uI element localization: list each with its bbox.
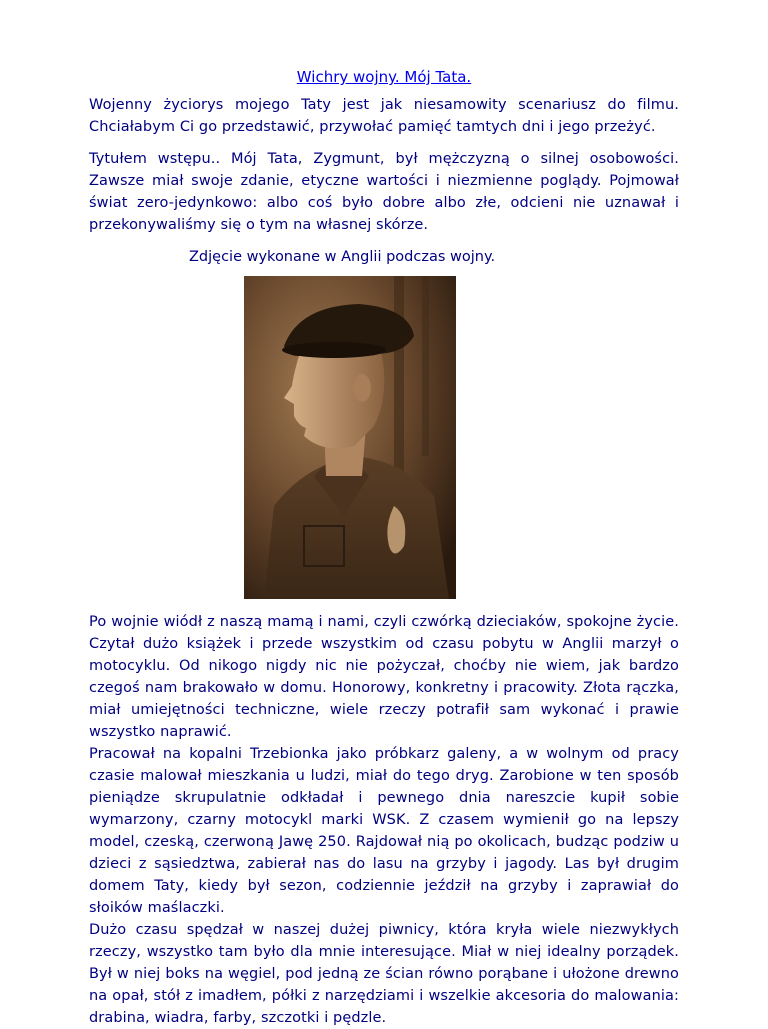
paragraph-1: Tytułem wstępu.. Mój Tata, Zygmunt, był mężczyzną o silnej osobowości. Zawsze miał swoje zdanie, etyczne wartości i niezmienne poglądy. Pojmował świat zero-jedynkowo: albo coś było dobre albo złe, odcieni nie uznawał i przekonywaliśmy się o tym na własnej skórze.: [89, 151, 679, 233]
paragraph-4: Dużo czasu spędzał w naszej dużej piwnicy, która kryła wiele niezwykłych rzeczy, wszystko tam było dla mnie interesujące. Miał w niej idealny porządek. Był w niej boks na węgiel, pod jedną ze ścian równo porąbane i ułożone drewno na opał, stół z imadłem, półki z narzędziami i wszelkie akcesoria do malowania: drabina, wiadra, farby, szczotki i pędzle.: [89, 922, 679, 1026]
soldier-photo: [244, 276, 456, 599]
photo-caption: Zdjęcie wykonane w Anglii podczas wojny.: [189, 249, 496, 265]
paragraph-2: Po wojnie wiódł z naszą mamą i nami, czyli czwórką dzieciaków, spokojne życie. Czytał dużo książek i przede wszystkim od czasu pobytu w Anglii marzył o motocyklu. Od nikogo nigdy nic nie pożyczał, choćby nie wiem, jak bardzo czegoś nam brakowało w domu. Honorowy, konkretny i pracowity. Złota rączka, miał umiejętności techniczne, wiele rzeczy potrafił sam wykonać i prawie wszystko naprawić.: [89, 614, 679, 740]
title-link[interactable]: Wichry wojny. Mój Tata.: [296, 68, 472, 86]
soldier-portrait-image: [244, 276, 456, 599]
document-title: [89, 66, 679, 88]
paragraph-3: Pracował na kopalni Trzebionka jako próbkarz galeny, a w wolnym od pracy czasie malował mieszkania u ludzi, miał do tego dryg. Zarobione w ten sposób pieniądze skrupulatnie odkładał i pewnego dnia nareszcie kupił sobie wymarzony, czarny motocykl marki WSK. Z czasem wymienił go na lepszy model, czeską, czerwoną Jawę 250. Rajdował nią po okolicach, budząc podziw u dzieci z sąsiedztwa, zabierał nas do lasu na grzyby i jagody. Las był drugim domem Taty, kiedy był sezon, codziennie jeździł na grzyby i zaprawiał do słoików maślaczki.: [89, 746, 679, 916]
intro-paragraph: Wojenny życiorys mojego Taty jest jak niesamowity scenariusz do filmu. Chciałabym Ci go przedstawić, przywołać pamięć tamtych dni i jego przeżyć.: [89, 97, 679, 135]
document-page: [89, 66, 679, 1029]
